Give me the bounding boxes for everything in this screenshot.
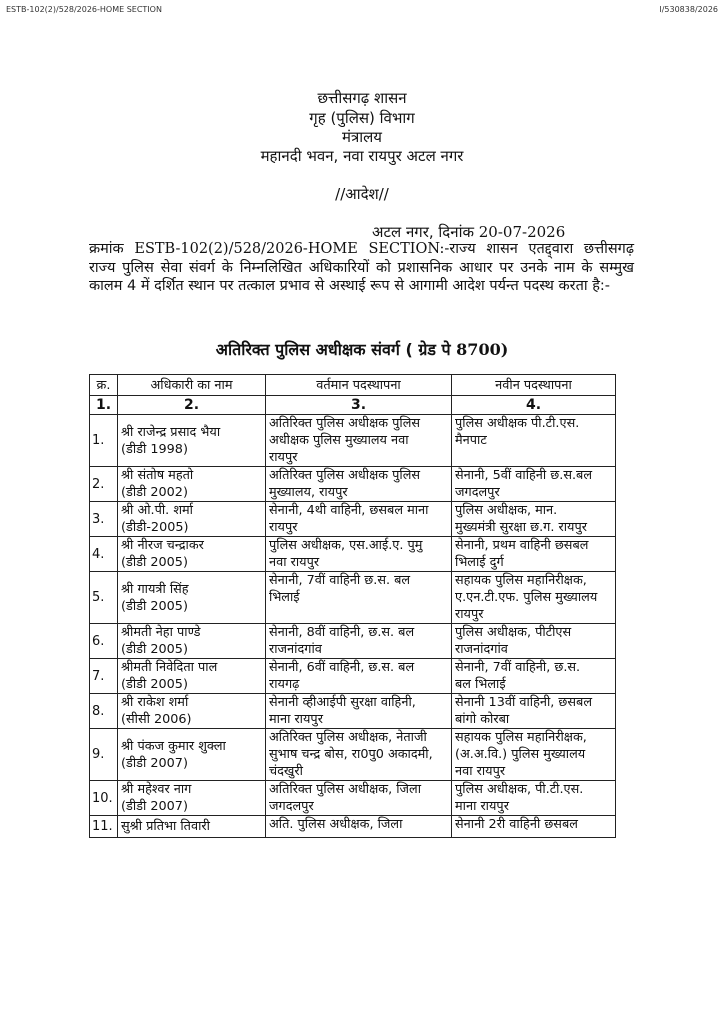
new-posting-line: सेनानी 2री वाहिनी छसबल	[455, 817, 578, 832]
officer-name: श्रीमती निवेदिता पाल	[121, 660, 218, 675]
new-posting-line: सहायक पुलिस महानिरीक्षक,	[455, 730, 587, 745]
officer-cell	[118, 572, 266, 624]
current-posting-line: मुख्यालय, रायपुर	[269, 485, 348, 500]
column-number: 3.	[266, 396, 452, 415]
current-posting-line: रायपुर	[269, 520, 298, 535]
serial-number: 2.	[90, 467, 118, 502]
order-number: ESTB-102(2)/528/2026-HOME SECTION:-	[134, 241, 450, 257]
order-date-line	[372, 222, 565, 242]
new-posting-line: सहायक पुलिस महानिरीक्षक,	[455, 573, 587, 588]
serial-number: 9.	[90, 729, 118, 781]
table-row	[90, 415, 616, 467]
officer-name: श्री ओ.पी. शर्मा	[121, 503, 193, 518]
grade-pay: 8700)	[456, 340, 509, 359]
table-row	[90, 537, 616, 572]
header-new-posting: नवीन पदस्थापना	[452, 375, 616, 396]
current-posting-line: अतिरिक्त पुलिस अधीक्षक पुलिस	[269, 468, 421, 483]
column-number: 1.	[90, 396, 118, 415]
document-header-bar	[0, 0, 724, 22]
current-posting-cell	[266, 659, 452, 694]
officer-cell	[118, 729, 266, 781]
new-posting-line: जगदलपुर	[455, 485, 500, 500]
new-posting-cell	[452, 415, 616, 467]
officer-cell	[118, 659, 266, 694]
officer-batch: (डीडी 2005)	[121, 642, 188, 657]
current-posting-cell	[266, 694, 452, 729]
header-current-posting: वर्तमान पदस्थापना	[266, 375, 452, 396]
new-posting-line: पुलिस अधीक्षक, पी.टी.एस.	[455, 782, 584, 797]
new-posting-cell	[452, 781, 616, 816]
current-posting-cell	[266, 502, 452, 537]
new-posting-line: भिलाई दुर्ग	[455, 555, 504, 570]
new-posting-cell	[452, 816, 616, 838]
section-title-text: अतिरिक्त पुलिस अधीक्षक संवर्ग ( ग्रेड पे	[215, 340, 451, 359]
officer-batch: (डीडी 1998)	[121, 441, 188, 457]
serial-number: 3.	[90, 502, 118, 537]
new-posting-line: सेनानी 13वीं वाहिनी, छसबल	[455, 695, 593, 710]
table-row	[90, 572, 616, 624]
officer-name: श्री नीरज चन्द्राकर	[121, 538, 204, 553]
table-row	[90, 694, 616, 729]
date-place: अटल नगर, दिनांक	[372, 223, 474, 241]
header-serial: क्र.	[90, 375, 118, 396]
file-reference: ESTB-102(2)/528/2026-HOME SECTION	[6, 5, 162, 14]
officer-batch: (डीडी 2002)	[121, 485, 188, 500]
current-posting-line: माना रायपुर	[269, 712, 323, 727]
table-row	[90, 467, 616, 502]
current-posting-line: सेनानी, 4थी वाहिनी, छसबल माना	[269, 503, 429, 518]
order-body-paragraph	[89, 240, 634, 296]
officer-name: सुश्री प्रतिभा तिवारी	[121, 819, 210, 834]
order-date: 20-07-2026	[478, 223, 566, 241]
current-posting-line: अति. पुलिस अधीक्षक, जिला	[269, 817, 403, 832]
serial-number: 11.	[90, 816, 118, 838]
new-posting-cell	[452, 659, 616, 694]
current-posting-cell	[266, 816, 452, 838]
officer-name: श्री पंकज कुमार शुक्ला	[121, 738, 226, 754]
new-posting-line: सेनानी, प्रथम वाहिनी छसबल	[455, 538, 589, 553]
table-header-row	[90, 375, 616, 396]
serial-number: 10.	[90, 781, 118, 816]
table-row	[90, 729, 616, 781]
new-posting-line: मुख्यमंत्री सुरक्षा छ.ग. रायपुर	[455, 520, 587, 535]
current-posting-cell	[266, 624, 452, 659]
current-posting-cell	[266, 537, 452, 572]
officer-name: श्री राजेन्द्र प्रसाद भैया	[121, 424, 221, 440]
current-posting-line: रायगढ़	[269, 677, 300, 692]
new-posting-cell	[452, 537, 616, 572]
new-posting-line: पुलिस अधीक्षक, मान.	[455, 503, 558, 518]
new-posting-line: पुलिस अधीक्षक पी.टी.एस.	[455, 416, 580, 431]
serial-number: 8.	[90, 694, 118, 729]
current-posting-line: राजनांदगांव	[269, 642, 322, 657]
officer-cell	[118, 624, 266, 659]
officer-batch: (डीडी 2005)	[121, 598, 188, 614]
officer-name: श्री संतोष महतो	[121, 468, 194, 483]
current-posting-line: पुलिस अधीक्षक, एस.आई.ए. पुमु	[269, 538, 423, 553]
order-number-label: क्रमांक	[89, 241, 124, 257]
current-posting-cell	[266, 467, 452, 502]
table-row	[90, 502, 616, 537]
new-posting-line: (अ.अ.वि.) पुलिस मुख्यालय	[455, 747, 586, 762]
officer-batch: (सीसी 2006)	[121, 712, 192, 727]
officer-batch: (डीडी 2007)	[121, 799, 188, 814]
current-posting-line: भिलाई	[269, 590, 300, 605]
letterhead-ministry: मंत्रालय	[341, 128, 382, 146]
officer-name: श्रीमती नेहा पाण्डे	[121, 625, 201, 640]
column-number: 2.	[118, 396, 266, 415]
new-posting-line: रायपुर	[455, 607, 484, 622]
new-posting-line: बल भिलाई	[455, 677, 506, 692]
officer-cell	[118, 694, 266, 729]
new-posting-line: बांगो कोरबा	[455, 712, 510, 727]
current-posting-line: चंदखुरी	[269, 764, 303, 779]
officer-batch: (डीडी 2007)	[121, 755, 188, 771]
current-posting-line: सेनानी, 8वीं वाहिनी, छ.स. बल	[269, 625, 415, 640]
new-posting-cell	[452, 572, 616, 624]
new-posting-line: नवा रायपुर	[455, 764, 506, 779]
order-heading: //आदेश//	[335, 185, 389, 203]
officer-batch: (डीडी-2005)	[121, 520, 189, 535]
current-posting-line: नवा रायपुर	[269, 555, 320, 570]
current-posting-line: सेनानी, 6वीं वाहिनी, छ.स. बल	[269, 660, 415, 675]
current-posting-line: जगदलपुर	[269, 799, 314, 814]
new-posting-line: सेनानी, 7वीं वाहिनी, छ.स.	[455, 660, 581, 675]
serial-number: 7.	[90, 659, 118, 694]
table-row	[90, 659, 616, 694]
serial-number: 6.	[90, 624, 118, 659]
letterhead-department: गृह (पुलिस) विभाग	[309, 109, 415, 127]
current-posting-line: रायपुर	[269, 450, 298, 465]
officer-cell	[118, 467, 266, 502]
officer-batch: (डीडी 2005)	[121, 555, 188, 570]
current-posting-line: अधीक्षक पुलिस मुख्यालय नवा	[269, 433, 409, 448]
column-number: 4.	[452, 396, 616, 415]
current-posting-line: अतिरिक्त पुलिस अधीक्षक, नेताजी	[269, 730, 427, 745]
serial-number: 1.	[90, 415, 118, 467]
officer-name: श्री गायत्री सिंह	[121, 581, 189, 597]
letterhead-address: महानदी भवन, नवा रायपुर अटल नगर	[260, 147, 464, 165]
officer-name: श्री महेश्वर नाग	[121, 782, 192, 797]
serial-number: 4.	[90, 537, 118, 572]
new-posting-line: सेनानी, 5वीं वाहिनी छ.स.बल	[455, 468, 593, 483]
new-posting-cell	[452, 729, 616, 781]
letterhead-government: छत्तीसगढ़ शासन	[317, 89, 407, 107]
new-posting-line: पुलिस अधीक्षक, पीटीएस	[455, 625, 572, 640]
officer-cell	[118, 502, 266, 537]
current-posting-cell	[266, 729, 452, 781]
table-row	[90, 781, 616, 816]
current-posting-line: सेनानी, 7वीं वाहिनी छ.स. बल	[269, 573, 411, 588]
new-posting-line: ए.एन.टी.एफ. पुलिस मुख्यालय	[455, 590, 598, 605]
officer-cell	[118, 537, 266, 572]
new-posting-cell	[452, 694, 616, 729]
current-posting-cell	[266, 781, 452, 816]
officer-cell	[118, 415, 266, 467]
officer-name: श्री राकेश शर्मा	[121, 695, 189, 710]
new-posting-cell	[452, 624, 616, 659]
table-row	[90, 816, 616, 838]
current-posting-line: अतिरिक्त पुलिस अधीक्षक, जिला	[269, 782, 422, 797]
document-id: I/530838/2026	[659, 5, 718, 14]
current-posting-line: सुभाष चन्द्र बोस, रा0पु0 अकादमी,	[269, 747, 433, 762]
new-posting-cell	[452, 467, 616, 502]
new-posting-line: माना रायपुर	[455, 799, 509, 814]
current-posting-line: सेनानी व्हीआईपी सुरक्षा वाहिनी,	[269, 695, 416, 710]
officers-posting-table	[89, 374, 616, 838]
officer-cell	[118, 816, 266, 838]
header-officer-name: अधिकारी का नाम	[118, 375, 266, 396]
officer-batch: (डीडी 2005)	[121, 677, 188, 692]
section-title	[0, 338, 724, 360]
new-posting-cell	[452, 502, 616, 537]
table-row	[90, 624, 616, 659]
officer-cell	[118, 781, 266, 816]
order-body-text: राज्य शासन एतद्द्वारा छत्तीसगढ़ राज्य पुलिस सेवा संवर्ग के निम्नलिखित अधिकारियों को प्रशासनिक आधार पर उनके नाम के सम्मुख कालम 4 में दर्शित स्थान पर तत्काल प्रभाव से अस्थाई रूप से आगामी आदेश पर्यन्त पदस्थ करता है:-	[89, 241, 634, 295]
new-posting-line: राजनांदगांव	[455, 642, 508, 657]
serial-number: 5.	[90, 572, 118, 624]
current-posting-line: अतिरिक्त पुलिस अधीक्षक पुलिस	[269, 416, 421, 431]
new-posting-line: मैनपाट	[455, 433, 487, 448]
column-number-row	[90, 396, 616, 415]
current-posting-cell	[266, 572, 452, 624]
current-posting-cell	[266, 415, 452, 467]
table-body	[90, 415, 616, 838]
